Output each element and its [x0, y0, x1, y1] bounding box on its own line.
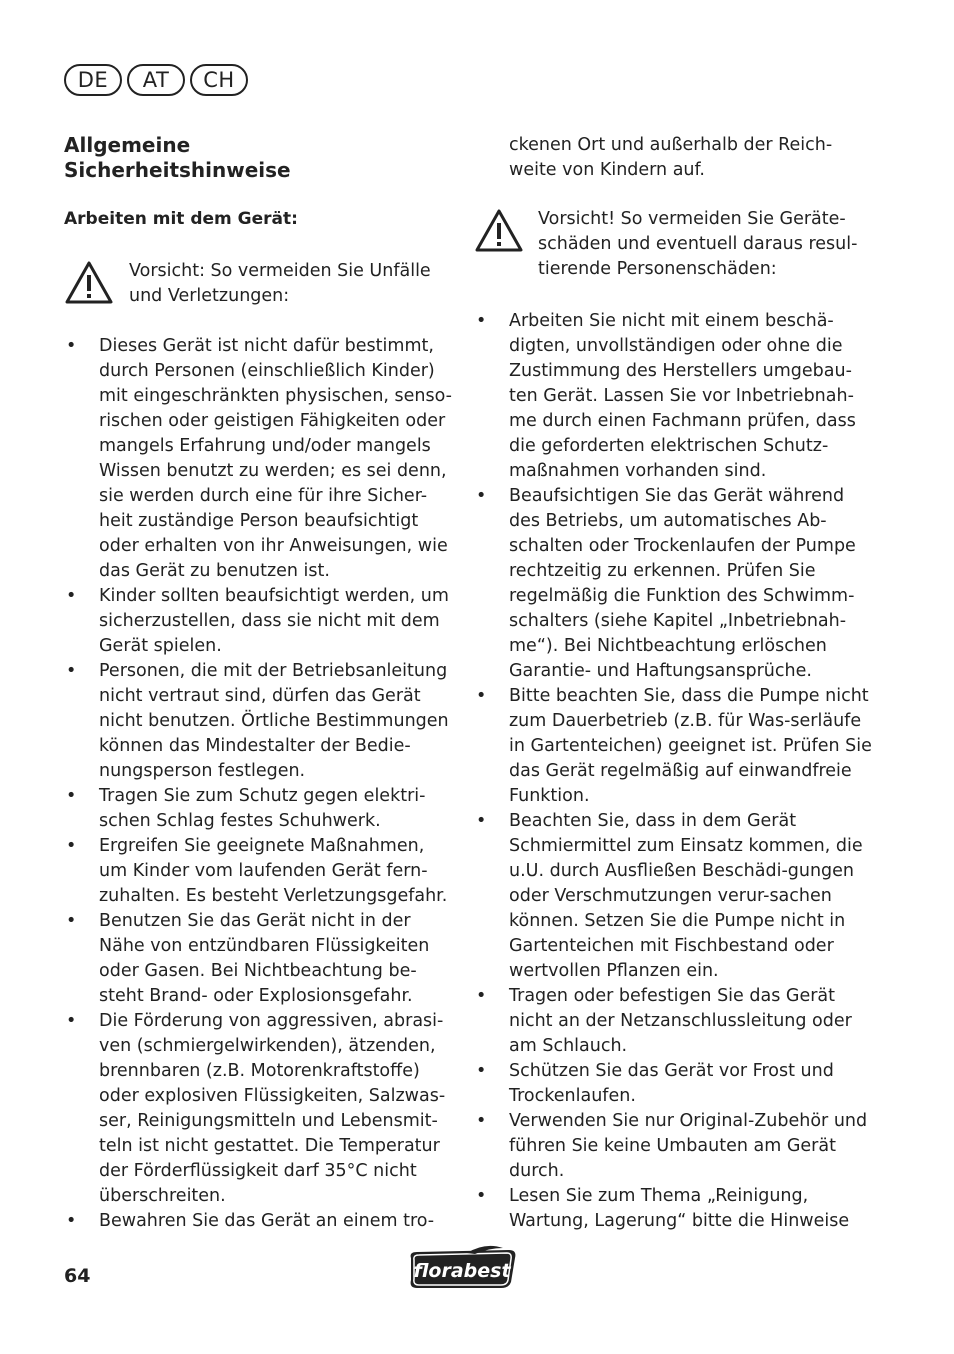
florabest-logo — [405, 1244, 519, 1290]
list-item: • Verwenden Sie nur Original-Zubehör und führen Sie keine Umbauten am Gerät durch. — [474, 1109, 874, 1184]
warning-triangle-icon — [474, 207, 524, 253]
warning-triangle-icon — [64, 259, 114, 305]
list-item: • Beaufsichtigen Sie das Gerät während des Betriebs, um automatisches Ab-schalten oder Trockenlaufen der Pumpe rechtzeitig zu erkennen. Prüfen Sie regelmäßig die Funktion des Schwimm-schalters (siehe Kapitel „Inbetriebnah-me“). Bei Nichtbeachtung erlöschen Garantie- und Haftungsansprüche. — [474, 484, 874, 684]
list-item: • Benutzen Sie das Gerät nicht in der Nähe von entzündbaren Flüssigkeiten oder Gasen. Bei Nichtbeachtung be-steht Brand- oder Explosionsgefahr. — [64, 909, 454, 1009]
list-item: • Die Förderung von aggressiven, abrasi-ven (schmiergelwirkenden), ätzenden, brennbaren (z.B. Motorenkraftstoffe) oder explosiven Flüssigkeiten, Salzwas-ser, Reinigungsmitteln und Lebensmit-teln ist nicht gestattet. Die Temperatur der Förderflüssigkeit darf 35°C nicht überschreiten. — [64, 1009, 454, 1209]
safety-list-left — [64, 334, 454, 1234]
warning-notice-right — [474, 207, 874, 282]
list-item: • Bitte beachten Sie, dass die Pumpe nicht zum Dauerbetrieb (z.B. für Was-serläufe in Gartenteichen) geeignet ist. Prüfen Sie das Gerät regelmäßig auf einwandfreie Funktion. — [474, 684, 874, 809]
list-item: • Tragen oder befestigen Sie das Gerät nicht an der Netzanschlussleitung oder am Schlauch. — [474, 984, 874, 1059]
svg-text:florabest: florabest — [413, 1260, 511, 1282]
list-item: • Tragen Sie zum Schutz gegen elektri-schen Schlag festes Schuhwerk. — [64, 784, 454, 834]
lang-badge-at: AT — [127, 64, 185, 96]
continuation-text: ckenen Ort und außerhalb der Reich-weite von Kindern auf. — [509, 135, 833, 180]
subsection-heading: Arbeiten mit dem Gerät: — [64, 209, 298, 229]
list-item: • Kinder sollten beaufsichtigt werden, um sicherzustellen, dass sie nicht mit dem Gerät spielen. — [64, 584, 454, 659]
list-item: • Lesen Sie zum Thema „Reinigung, Wartung, Lagerung“ bitte die Hinweise — [474, 1184, 874, 1234]
section-heading: Allgemeine Sicherheitshinweise — [64, 133, 291, 182]
list-item: • Dieses Gerät ist nicht dafür bestimmt, durch Personen (einschließlich Kinder) mit eingeschränkten physischen, senso-rischen oder geistigen Fähigkeiten oder mangels Erfahrung und/oder mangels Wissen benutzt zu werden; es sei denn, sie werden durch eine für ihre Sicher-heit zuständige Person beaufsichtigt oder erhalten von ihr Anweisungen, wie das Gerät zu benutzen ist. — [64, 334, 454, 584]
list-item: • Bewahren Sie das Gerät an einem tro- — [64, 1209, 454, 1234]
list-item: • Ergreifen Sie geeignete Maßnahmen, um Kinder vom laufenden Gerät fern-zuhalten. Es besteht Verletzungsgefahr. — [64, 834, 454, 909]
safety-list-right — [474, 309, 874, 1234]
list-item: • Arbeiten Sie nicht mit einem beschä-digten, unvollständigen oder ohne die Zustimmung des Herstellers umgebau-ten Gerät. Lassen Sie vor Inbetriebnah-me durch einen Fachmann prüfen, dass die geforderten elektrischen Schutz-maßnahmen vorhanden sind. — [474, 309, 874, 484]
warning-text-left: Vorsicht: So vermeiden Sie Unfälle und Verletzungen: — [129, 261, 431, 306]
warning-notice-left — [64, 259, 454, 309]
page-number: 64 — [64, 1265, 91, 1287]
language-badges — [64, 64, 248, 96]
list-item: • Personen, die mit der Betriebsanleitung nicht vertraut sind, dürfen das Gerät nicht benutzen. Örtliche Bestimmungen können das Mindestalter der Bedie-nungsperson festlegen. — [64, 659, 454, 784]
lang-badge-de: DE — [64, 64, 122, 96]
list-item: • Schützen Sie das Gerät vor Frost und Trockenlaufen. — [474, 1059, 874, 1109]
list-item: • Beachten Sie, dass in dem Gerät Schmiermittel zum Einsatz kommen, die u.U. durch Ausfließen Beschädi-gungen oder Verschmutzungen verur-sachen können. Setzen Sie die Pumpe nicht in Gartenteichen mit Fischbestand oder wertvollen Pflanzen ein. — [474, 809, 874, 984]
lang-badge-ch: CH — [190, 64, 248, 96]
warning-text-right: Vorsicht! So vermeiden Sie Geräte-schäden und eventuell daraus resul-tierende Personenschäden: — [538, 209, 858, 279]
